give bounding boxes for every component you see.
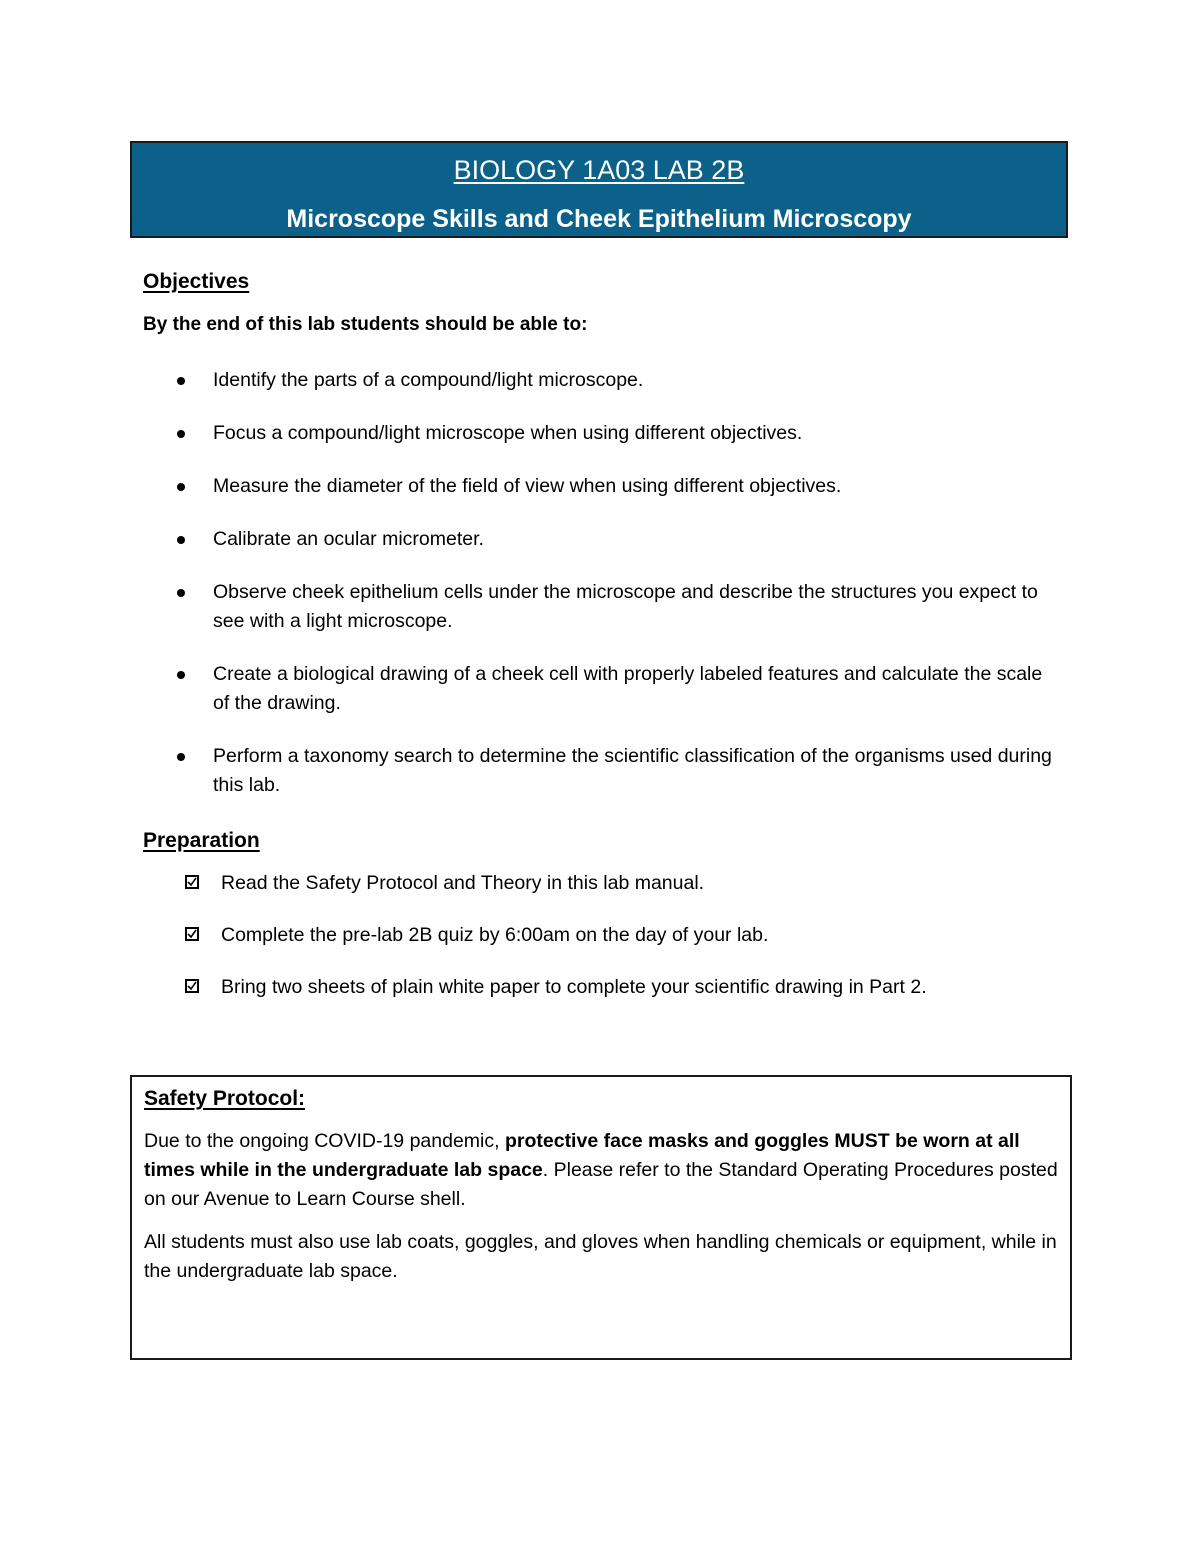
document-subtitle: Microscope Skills and Cheek Epithelium Microscopy [286,205,912,233]
preparation-item: Read the Safety Protocol and Theory in this lab manual. [143,870,1063,897]
objectives-intro: By the end of this lab students should be able to: [143,314,588,335]
objectives-heading: Objectives [143,270,250,293]
preparation-list [143,870,1063,1026]
document-title: BIOLOGY 1A03 LAB 2B [453,155,745,185]
checked-box-icon [185,875,199,889]
objective-item: Focus a compound/light microscope when using different objectives. [143,419,1063,448]
objective-item: Identify the parts of a compound/light microscope. [143,366,1063,395]
preparation-heading: Preparation [143,829,260,852]
objective-item: Observe cheek epithelium cells under the microscope and describe the structures you expect to see with a light microscope. [143,578,1063,636]
objective-item: Perform a taxonomy search to determine the scientific classification of the organisms used during this lab. [143,742,1063,800]
objective-item: Calibrate an ocular micrometer. [143,525,1063,554]
safety-paragraph-ppe: All students must also use lab coats, goggles, and gloves when handling chemicals or equipment, while in the undergraduate lab space. [144,1231,1057,1282]
preparation-item: Complete the pre-lab 2B quiz by 6:00am on the day of your lab. [143,922,1063,949]
bullet-icon [177,483,185,491]
bullet-icon [177,536,185,544]
safety-paragraph-covid: Due to the ongoing COVID-19 pandemic, protective face masks and goggles MUST be worn at all times while in the undergraduate lab space. Please refer to the Standard Operating Procedures posted on our Avenue to Learn Course shell. [144,1130,1058,1210]
safety-protocol-box [130,1075,1072,1360]
checked-box-icon [185,979,199,993]
checked-box-icon [185,927,199,941]
title-banner [130,141,1068,238]
safety-protocol-heading: Safety Protocol: [144,1087,306,1110]
bullet-icon [177,753,185,761]
bullet-icon [177,589,185,597]
bullet-icon [177,671,185,679]
bullet-icon [177,377,185,385]
objective-item: Create a biological drawing of a cheek cell with properly labeled features and calculate the scale of the drawing. [143,660,1063,718]
objectives-list [143,366,1063,824]
objective-item: Measure the diameter of the field of view when using different objectives. [143,472,1063,501]
safety-mandatory-text: protective face masks and goggles MUST be worn at all times while in the undergraduate lab space [144,1130,1020,1181]
bullet-icon [177,430,185,438]
preparation-item: Bring two sheets of plain white paper to complete your scientific drawing in Part 2. [143,974,1063,1001]
